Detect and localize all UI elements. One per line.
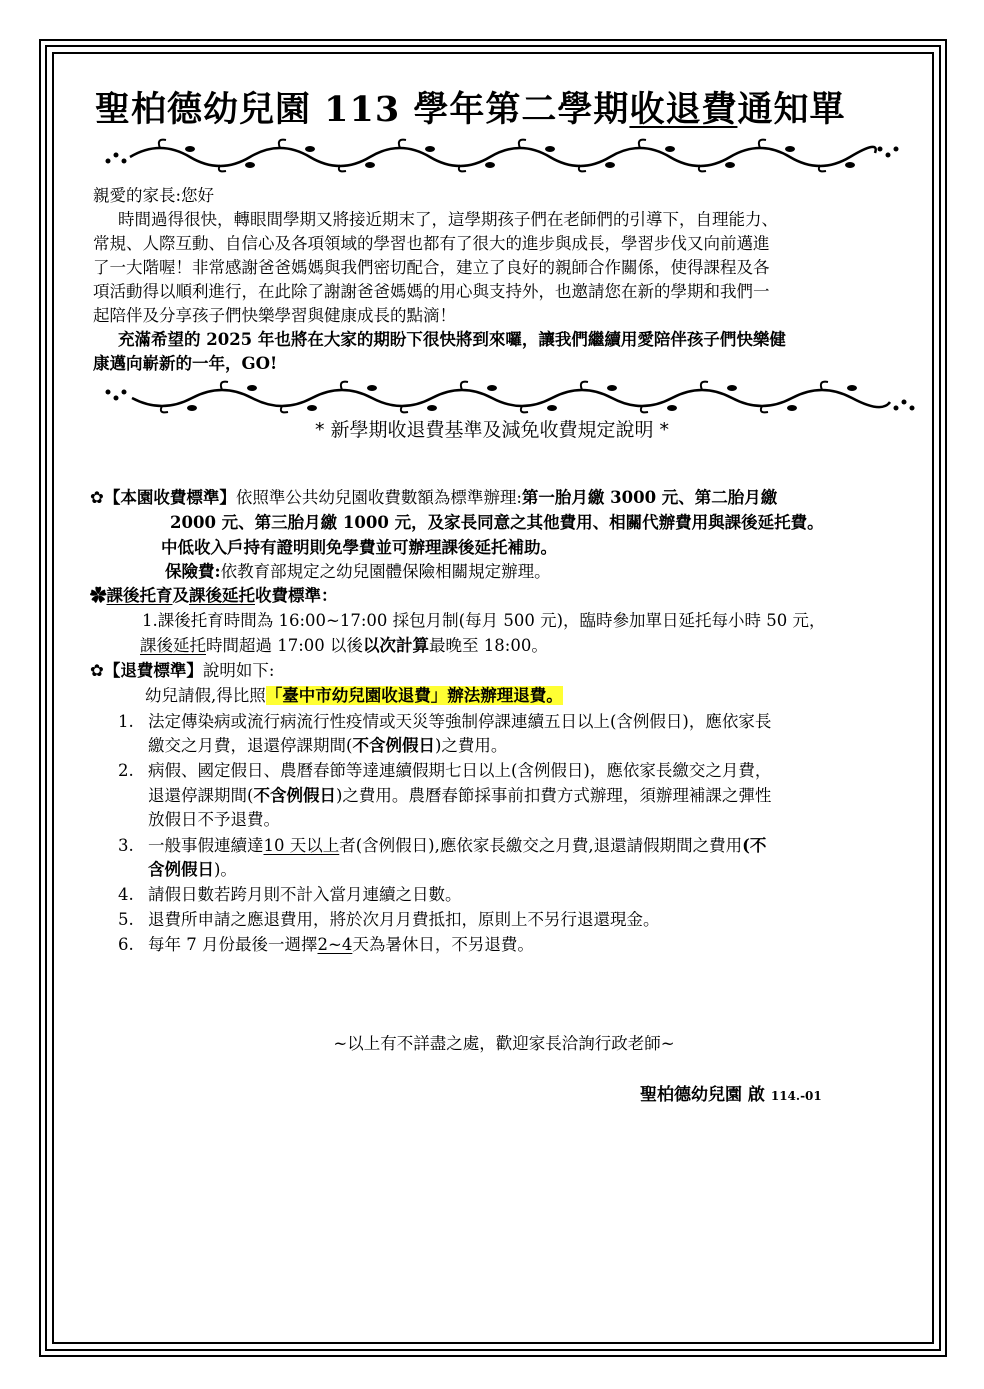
- flower-bullet-icon: ✿: [90, 586, 107, 605]
- fee-standard-line-1: ✿【本園收費標準】依照準公共幼兒園收費數額為標準辦理:第一胎月繳 3000 元、第二胎月繳: [90, 488, 778, 507]
- refund-item-number: 6.: [118, 935, 134, 954]
- intro-line-5: 起陪伴及分享孩子們快樂學習與健康成長的點滴！: [93, 306, 456, 325]
- after-school-heading: ✿課後托育及課後延托收費標準：: [90, 586, 338, 605]
- refund-item-number: 1.: [118, 712, 134, 731]
- signature: 聖柏德幼兒園 啟 114.-01: [640, 1085, 822, 1105]
- greeting: 親愛的家長:您好: [93, 186, 215, 205]
- refund-item-1-line-2: 繳交之月費，退還停課期間(不含例假日)之費用。: [148, 736, 508, 755]
- section-subtitle: * 新學期收退費基準及減免收費規定說明 *: [314, 419, 670, 441]
- intro-line-2: 常規、人際互動、自信心及各項領域的學習也都有了很大的進步與成長，學習步伐又向前邁進: [93, 234, 770, 253]
- refund-item-2-line-1: 病假、國定假日、農曆春節等達連續假期七日以上(含例假日)，應依家長繳交之月費，: [148, 761, 772, 780]
- refund-item-3-line-1: 一般事假連續達10 天以上者(含例假日),應依家長繳交之月費,退還請假期間之費用(不: [148, 836, 767, 855]
- refund-item-2-line-2: 退還停課期間(不含例假日)之費用。農曆春節採事前扣費方式辦理，須辦理補課之彈性: [148, 786, 772, 805]
- fee-standard-line-3: 中低收入戶持有證明則免學費並可辦理課後延托補助。: [161, 538, 557, 557]
- refund-item-number: 4.: [118, 885, 134, 904]
- after-school-line-2: 課後延托時間超過 17:00 以後以次計算最晚至 18:00。: [140, 636, 548, 655]
- refund-item-2-line-3: 放假日不予退費。: [148, 810, 280, 829]
- hope-line-1: 充滿希望的 2025 年也將在大家的期盼下很快將到來囉，讓我們繼續用愛陪伴孩子們快樂健: [118, 330, 786, 349]
- refund-item-number: 3.: [118, 836, 134, 855]
- page-title: 聖柏德幼兒園 113 學年第二學期收退費通知單: [95, 89, 846, 130]
- refund-item-number: 2.: [118, 761, 134, 780]
- after-school-line-1: 1.課後托育時間為 16:00~17:00 採包月制(每月 500 元)，臨時參加單日延托每小時 50 元，: [142, 611, 826, 630]
- refund-item-number: 5.: [118, 910, 134, 929]
- intro-line-3: 了一大階喔！非常感謝爸爸媽媽與我們密切配合，建立了良好的親師合作關係，使得課程及各: [93, 258, 770, 277]
- refund-item-5: 退費所申請之應退費用，將於次月月費抵扣，原則上不另行退還現金。: [148, 910, 660, 929]
- hope-line-2: 康邁向嶄新的一年，GO!: [93, 354, 278, 373]
- refund-item-3-line-2: 含例假日)。: [148, 860, 237, 879]
- intro-line-4: 項活動得以順利進行，在此除了謝謝爸爸媽媽的用心與支持外，也邀請您在新的學期和我們一: [93, 282, 770, 301]
- refund-heading: ✿【退費標準】說明如下:: [90, 661, 275, 680]
- insurance-line: 保險費:依教育部規定之幼兒園體保險相關規定辦理。: [165, 562, 551, 581]
- closing-note: ~以上有不詳盡之處，歡迎家長洽詢行政老師~: [333, 1034, 675, 1053]
- fee-standard-line-2: 2000 元、第三胎月繳 1000 元，及家長同意之其他費用、相關代辦費用與課後延托費。: [170, 513, 824, 532]
- intro-line-1: 時間過得很快，轉眼間學期又將接近期末了，這學期孩子們在老師們的引導下，自理能力、: [118, 210, 778, 229]
- refund-item-1-line-1: 法定傳染病或流行病流行性疫情或天災等強制停課連續五日以上(含例假日)，應依家長: [148, 712, 772, 731]
- vine-divider-icon: [100, 378, 920, 418]
- refund-item-4: 請假日數若跨月則不計入當月連續之日數。: [148, 885, 462, 904]
- flower-bullet-icon: ✿: [90, 488, 104, 507]
- refund-item-6: 每年 7 月份最後一週擇2~4天為暑休日，不另退費。: [148, 935, 534, 954]
- flower-bullet-icon: ✿: [90, 661, 104, 680]
- vine-divider-icon: [100, 135, 900, 175]
- refund-intro: 幼兒請假,得比照「臺中市幼兒園收退費」辦法辦理退費。: [145, 686, 563, 705]
